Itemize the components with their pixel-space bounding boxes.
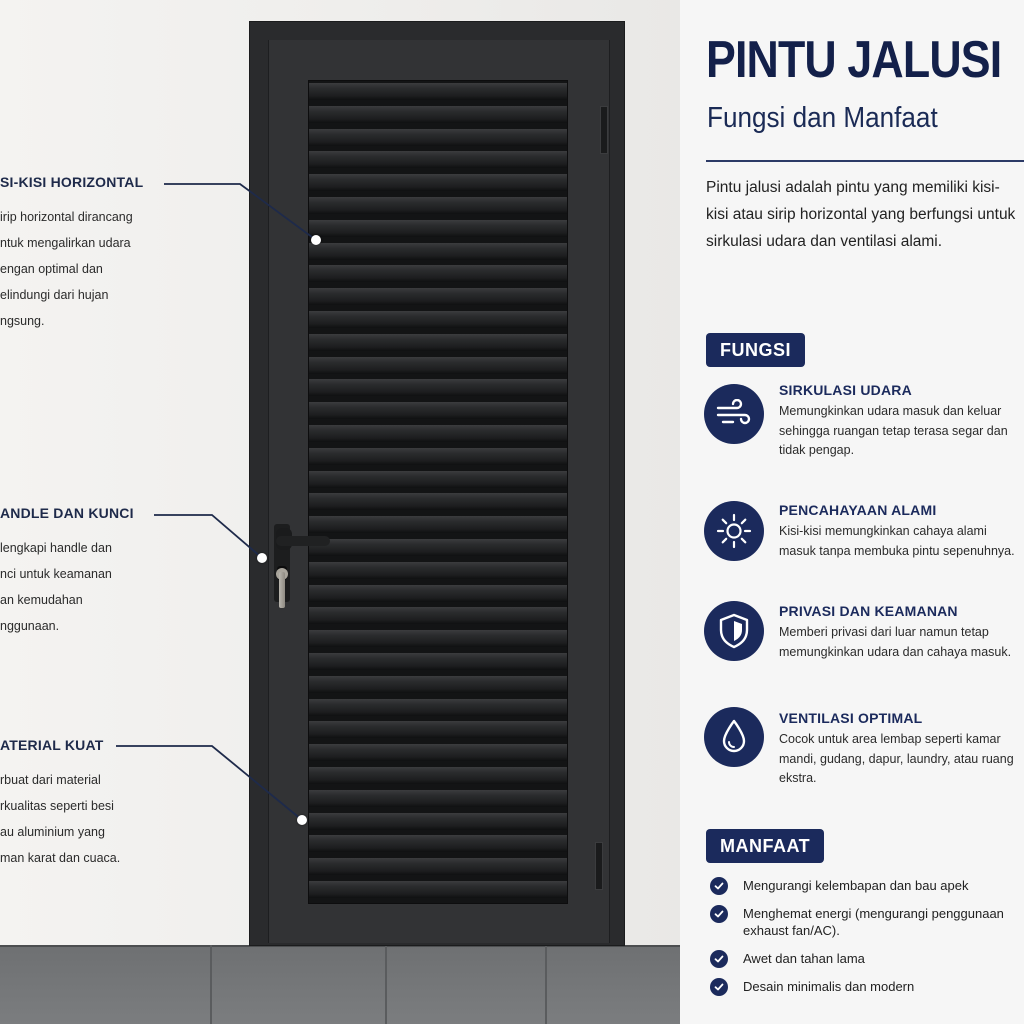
check-circle-icon	[710, 978, 728, 996]
floor-tiles	[0, 945, 700, 1024]
benefit-text: Awet dan tahan lama	[743, 951, 865, 966]
callout-line: irip horizontal dirancang	[0, 210, 133, 224]
callout-line: au aluminium yang	[0, 825, 105, 839]
benefit-text: Mengurangi kelembapan dan bau apek	[743, 878, 969, 893]
wind-icon	[704, 384, 764, 444]
leader-line	[164, 184, 316, 240]
callout-line: lengkapi handle dan	[0, 541, 112, 555]
feature-text: Memungkinkan udara masuk dan keluar sehingga ruangan tetap terasa segar dan tidak pengap.	[779, 404, 1008, 457]
feature-text: Memberi privasi dari luar namun tetap memungkinkan udara dan cahaya masuk.	[779, 625, 1012, 659]
callout-line: elindungi dari hujan	[0, 288, 109, 302]
check-circle-icon	[710, 950, 728, 968]
feature-text: Kisi-kisi memungkinkan cahaya alami masuk tanpa membuka pintu sepenuhnya.	[779, 524, 1015, 558]
callout-line: nggunaan.	[0, 619, 60, 633]
marker-dot	[311, 235, 321, 245]
callout-title: ANDLE DAN KUNCI	[0, 505, 134, 521]
leader-line	[154, 515, 262, 558]
fungsi-badge: FUNGSI	[706, 333, 805, 367]
callout-title: SI-KISI HORIZONTAL	[0, 174, 144, 190]
check-circle-icon	[710, 905, 728, 923]
callout-line: engan optimal dan	[0, 262, 103, 276]
floor-seam	[385, 945, 387, 1024]
floor-seam	[0, 945, 700, 947]
floor-seam	[545, 945, 547, 1024]
callout-title: ATERIAL KUAT	[0, 737, 104, 753]
leader-line	[116, 746, 302, 820]
marker-dot	[297, 815, 307, 825]
benefit-text: Menghemat energi (mengurangi penggunaan exhaust fan/AC).	[743, 906, 1004, 938]
manfaat-badge: MANFAAT	[706, 829, 824, 863]
check-circle-icon	[710, 877, 728, 895]
feature-title: SIRKULASI UDARA	[779, 382, 912, 398]
feature-title: PRIVASI DAN KEAMANAN	[779, 603, 958, 619]
feature-title: VENTILASI OPTIMAL	[779, 710, 923, 726]
page-subtitle: Fungsi dan Manfaat	[707, 102, 938, 134]
callout-line: ntuk mengalirkan udara	[0, 236, 131, 250]
sun-icon	[704, 501, 764, 561]
intro-paragraph: Pintu jalusi adalah pintu yang memiliki kisi-kisi atau sirip horizontal yang berfungsi untuk sirkulasi udara dan ventilasi alami.	[706, 179, 1016, 250]
callout-line: man karat dan cuaca.	[0, 851, 121, 865]
marker-dot	[257, 553, 267, 563]
callout-line: nci untuk keamanan	[0, 567, 112, 581]
callout-line: rkualitas seperti besi	[0, 799, 114, 813]
callout-line: rbuat dari material	[0, 773, 101, 787]
feature-title: PENCAHAYAAN ALAMI	[779, 502, 937, 518]
callout-line: an kemudahan	[0, 593, 83, 607]
benefit-text: Desain minimalis dan modern	[743, 979, 915, 994]
page-title: PINTU JALUSI	[706, 31, 1002, 89]
feature-text: Cocok untuk area lembap seperti kamar mandi, gudang, dapur, laundry, atau ruang ekstra.	[779, 732, 1014, 785]
water-drop-icon	[704, 707, 764, 767]
callout-line: ngsung.	[0, 314, 45, 328]
title-divider	[706, 160, 1024, 162]
floor-seam	[210, 945, 212, 1024]
shield-icon	[704, 601, 764, 661]
